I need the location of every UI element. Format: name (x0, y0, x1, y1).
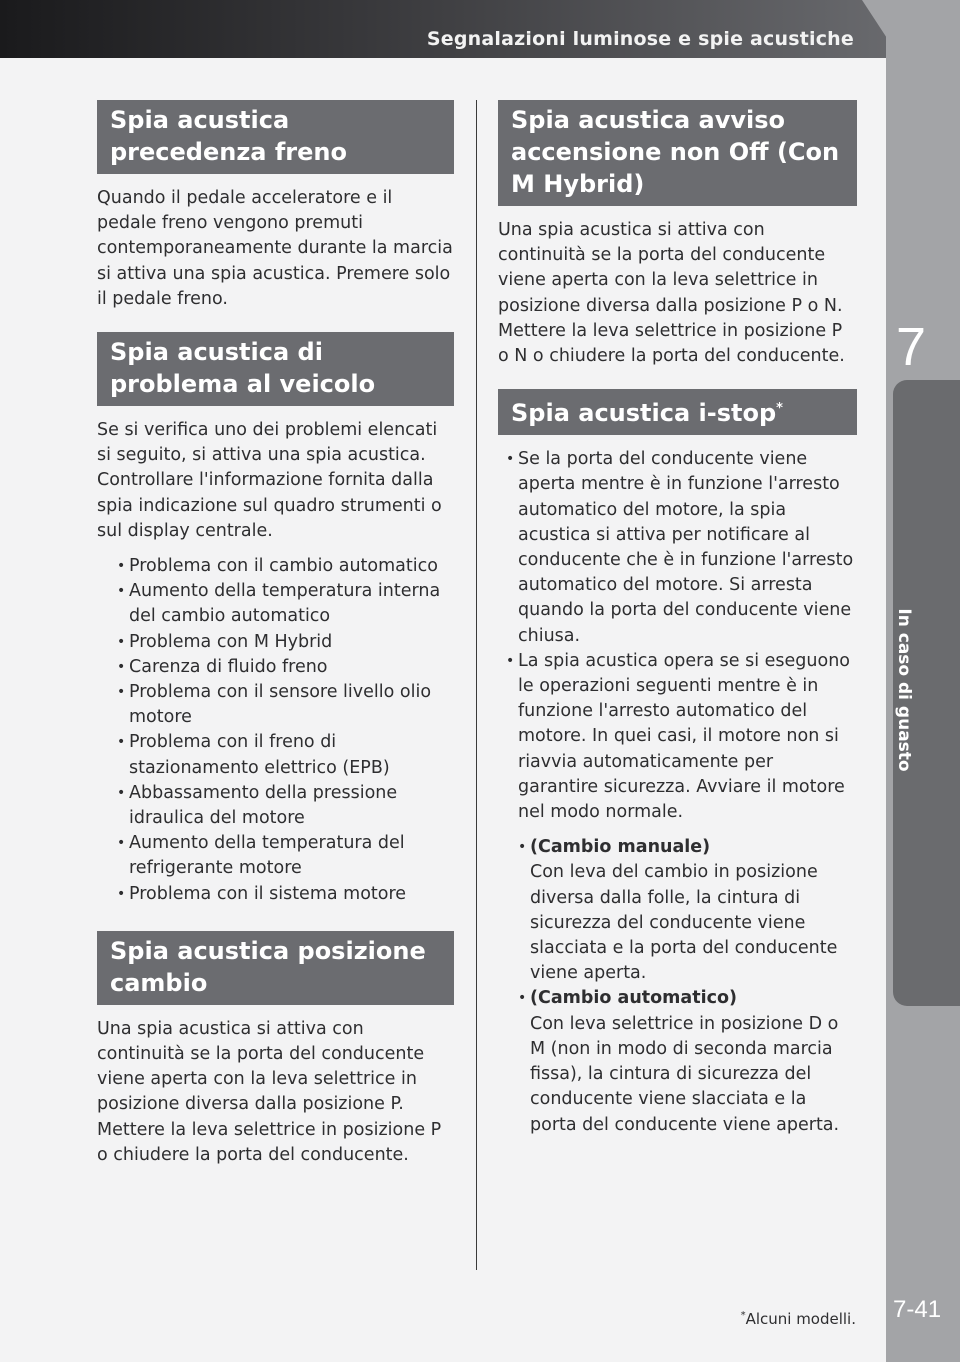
section-heading: Spia acustica posizione cambio (97, 931, 454, 1005)
heading-text: Spia acustica i-stop (511, 399, 777, 428)
right-column (498, 100, 857, 1162)
section-text: Una spia acustica si attiva con continuità se la porta del conducente viene aperta con la leva selettrice in posizione diversa dalla posizione P o N. Mettere la leva selettrice in posizione P o N o chiudere la porta del conducente. (498, 220, 845, 367)
istop-list (498, 447, 857, 1137)
sub-list (518, 835, 857, 1137)
footnote (741, 1310, 856, 1328)
section-text: Quando il pedale acceleratore e il pedale freno vengono premuti contemporaneamente durante la marcia si attiva una spia acustica. Premere solo il pedale freno. (97, 188, 453, 309)
list-item: • Problema con il sensore livello olio motore (117, 680, 454, 730)
list-item: • Se la porta del conducente viene aperta mentre è in funzione l'arresto automatico del motore, la spia acustica si attiva per notificare al conducente che è in funzione l'arresto automatico del motore. Si arresta quando la porta del conducente viene chiusa. (506, 447, 857, 649)
sub-item-text: Con leva selettrice in posizione D o M (non in modo di seconda marcia fissa), la cintura di sicurezza del conducente viene slacciata e la porta del conducente viene aperta. (530, 1013, 840, 1135)
list-item (506, 649, 857, 1138)
sub-item-text: Con leva del cambio in posizione diversa dalla folle, la cintura di sicurezza del conducente viene slacciata e la porta del conducente viene aperta. (530, 862, 838, 984)
header-corner (862, 0, 900, 58)
section-heading-istop (498, 389, 857, 435)
list-item: • Aumento della temperatura del refrigerante motore (117, 831, 454, 881)
list-item: • Aumento della temperatura interna del cambio automatico (117, 579, 454, 629)
list-item: • Carenza di fluido freno (117, 655, 454, 680)
footnote-marker: * (740, 1310, 746, 1321)
list-item: • Problema con il cambio automatico (117, 554, 454, 579)
sub-item-title: • (Cambio manuale) (530, 837, 711, 858)
footnote-marker: * (776, 401, 783, 417)
section-heading: Spia acustica di problema al veicolo (97, 332, 454, 406)
section-heading: Spia acustica precedenza freno (97, 100, 454, 174)
header-title: Segnalazioni luminose e spie acustiche (426, 28, 854, 50)
sub-item-title: • (Cambio automatico) (530, 988, 737, 1009)
section-text: Una spia acustica si attiva con continuità se la porta del conducente viene aperta con la leva selettrice in posizione diversa dalla posizione P. Mettere la leva selettrice in posizione P o chiudere la porta del conducente. (97, 1018, 442, 1165)
problem-list (97, 554, 454, 907)
footnote-text: Alcuni modelli. (745, 1310, 856, 1328)
list-item: • Problema con il sistema motore (117, 882, 454, 907)
chapter-number: 7 (895, 317, 927, 377)
page-number: 7-41 (893, 1296, 942, 1323)
column-divider (476, 100, 477, 1270)
section-heading: Spia acustica avviso accensione non Off (Con M Hybrid) (498, 100, 857, 206)
list-item-text: La spia acustica opera se si eseguono le operazioni seguenti mentre è in funzione l'arresto automatico del motore. In quei casi, il motore non si riavvia automaticamente per garantire sicurezza. Avviare il motore nel modo normale. (518, 650, 851, 823)
sub-list-item (518, 986, 857, 1137)
list-item: • Problema con M Hybrid (117, 630, 454, 655)
chapter-label: In caso di guasto (894, 608, 914, 772)
list-item: • Problema con il freno di stazionamento elettrico (EPB) (117, 730, 454, 780)
section-text: Se si verifica uno dei problemi elencati si seguito, si attiva una spia acustica. Controllare l'informazione fornita dalla spia indicazione sul quadro strumenti o sul display centrale. (97, 420, 442, 541)
list-item: • Abbassamento della pressione idraulica del motore (117, 781, 454, 831)
sub-list-item (518, 835, 857, 986)
left-column (97, 100, 454, 1188)
